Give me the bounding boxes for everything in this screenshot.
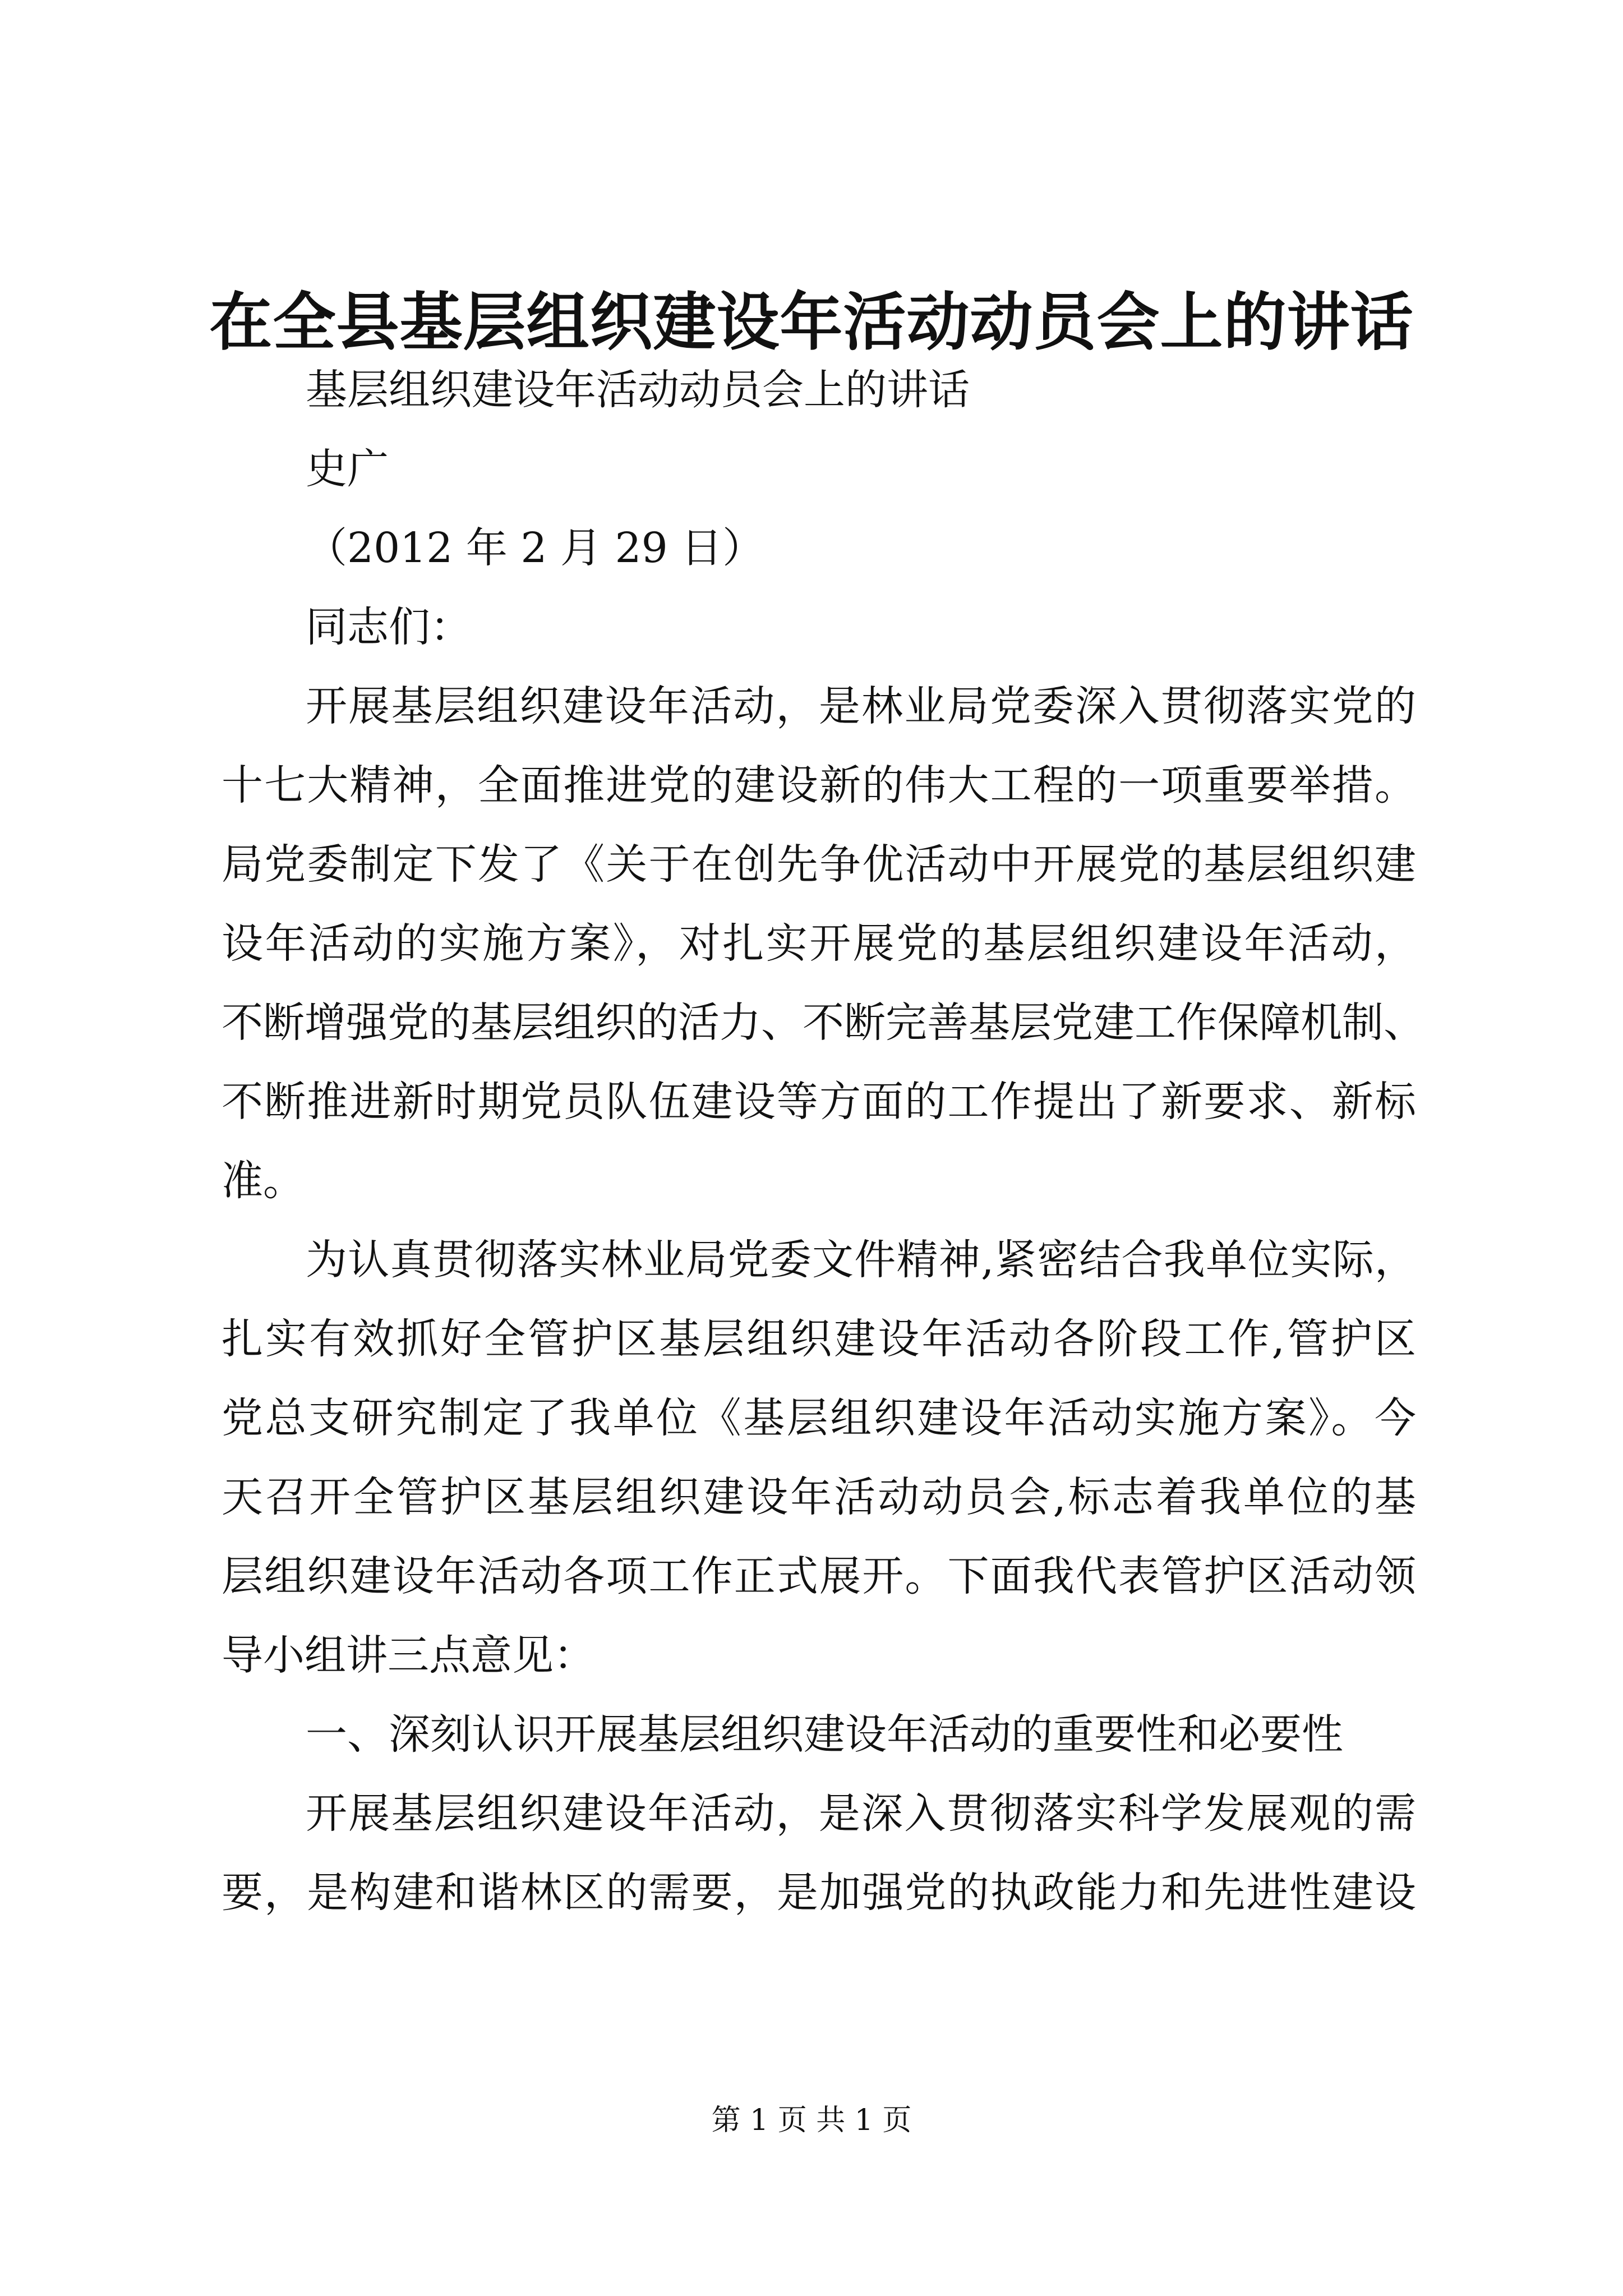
body-line: 导小组讲三点意见： xyxy=(222,1631,595,1680)
body-line: 十七大精神，全面推进党的建设新的伟大工程的一项重要举措。 xyxy=(222,761,1416,809)
body-line: 党总支研究制定了我单位《基层组织建设年活动实施方案》。今 xyxy=(222,1394,1416,1442)
body-line: 史广 xyxy=(306,445,389,493)
body-line: 不断增强党的基层组织的活力、不断完善基层党建工作保障机制、 xyxy=(222,999,1425,1047)
body-line: 局党委制定下发了《关于在创先争优活动中开展党的基层组织建 xyxy=(222,840,1416,889)
body-line: 同志们： xyxy=(306,603,472,651)
body-line: 基层组织建设年活动动员会上的讲话 xyxy=(306,366,970,414)
body-line: 开展基层组织建设年活动，是深入贯彻落实科学发展观的需 xyxy=(306,1789,1416,1838)
body-line: 要，是构建和谐林区的需要，是加强党的执政能力和先进性建设 xyxy=(222,1869,1416,1917)
document-body xyxy=(222,351,1425,1932)
body-line: 天召开全管护区基层组织建设年活动动员会,标志着我单位的基 xyxy=(222,1473,1416,1521)
body-line: 不断推进新时期党员队伍建设等方面的工作提出了新要求、新标 xyxy=(222,1078,1416,1126)
document-title: 在全县基层组织建设年活动动员会上的讲话 xyxy=(209,286,1414,359)
page-footer: 第 1 页 共 1 页 xyxy=(711,2104,912,2137)
body-line: 层组织建设年活动各项工作正式展开。下面我代表管护区活动领 xyxy=(222,1552,1416,1600)
body-line: 一、深刻认识开展基层组织建设年活动的重要性和必要性 xyxy=(306,1710,1343,1759)
body-line: （2012 年 2 月 29 日） xyxy=(306,524,764,572)
body-line: 设年活动的实施方案》，对扎实开展党的基层组织建设年活动， xyxy=(222,919,1416,968)
body-line: 扎实有效抓好全管护区基层组织建设年活动各阶段工作,管护区 xyxy=(222,1315,1416,1363)
body-line: 准。 xyxy=(222,1157,305,1205)
body-line: 为认真贯彻落实林业局党委文件精神,紧密结合我单位实际， xyxy=(306,1236,1416,1284)
body-line: 开展基层组织建设年活动，是林业局党委深入贯彻落实党的 xyxy=(306,682,1416,730)
